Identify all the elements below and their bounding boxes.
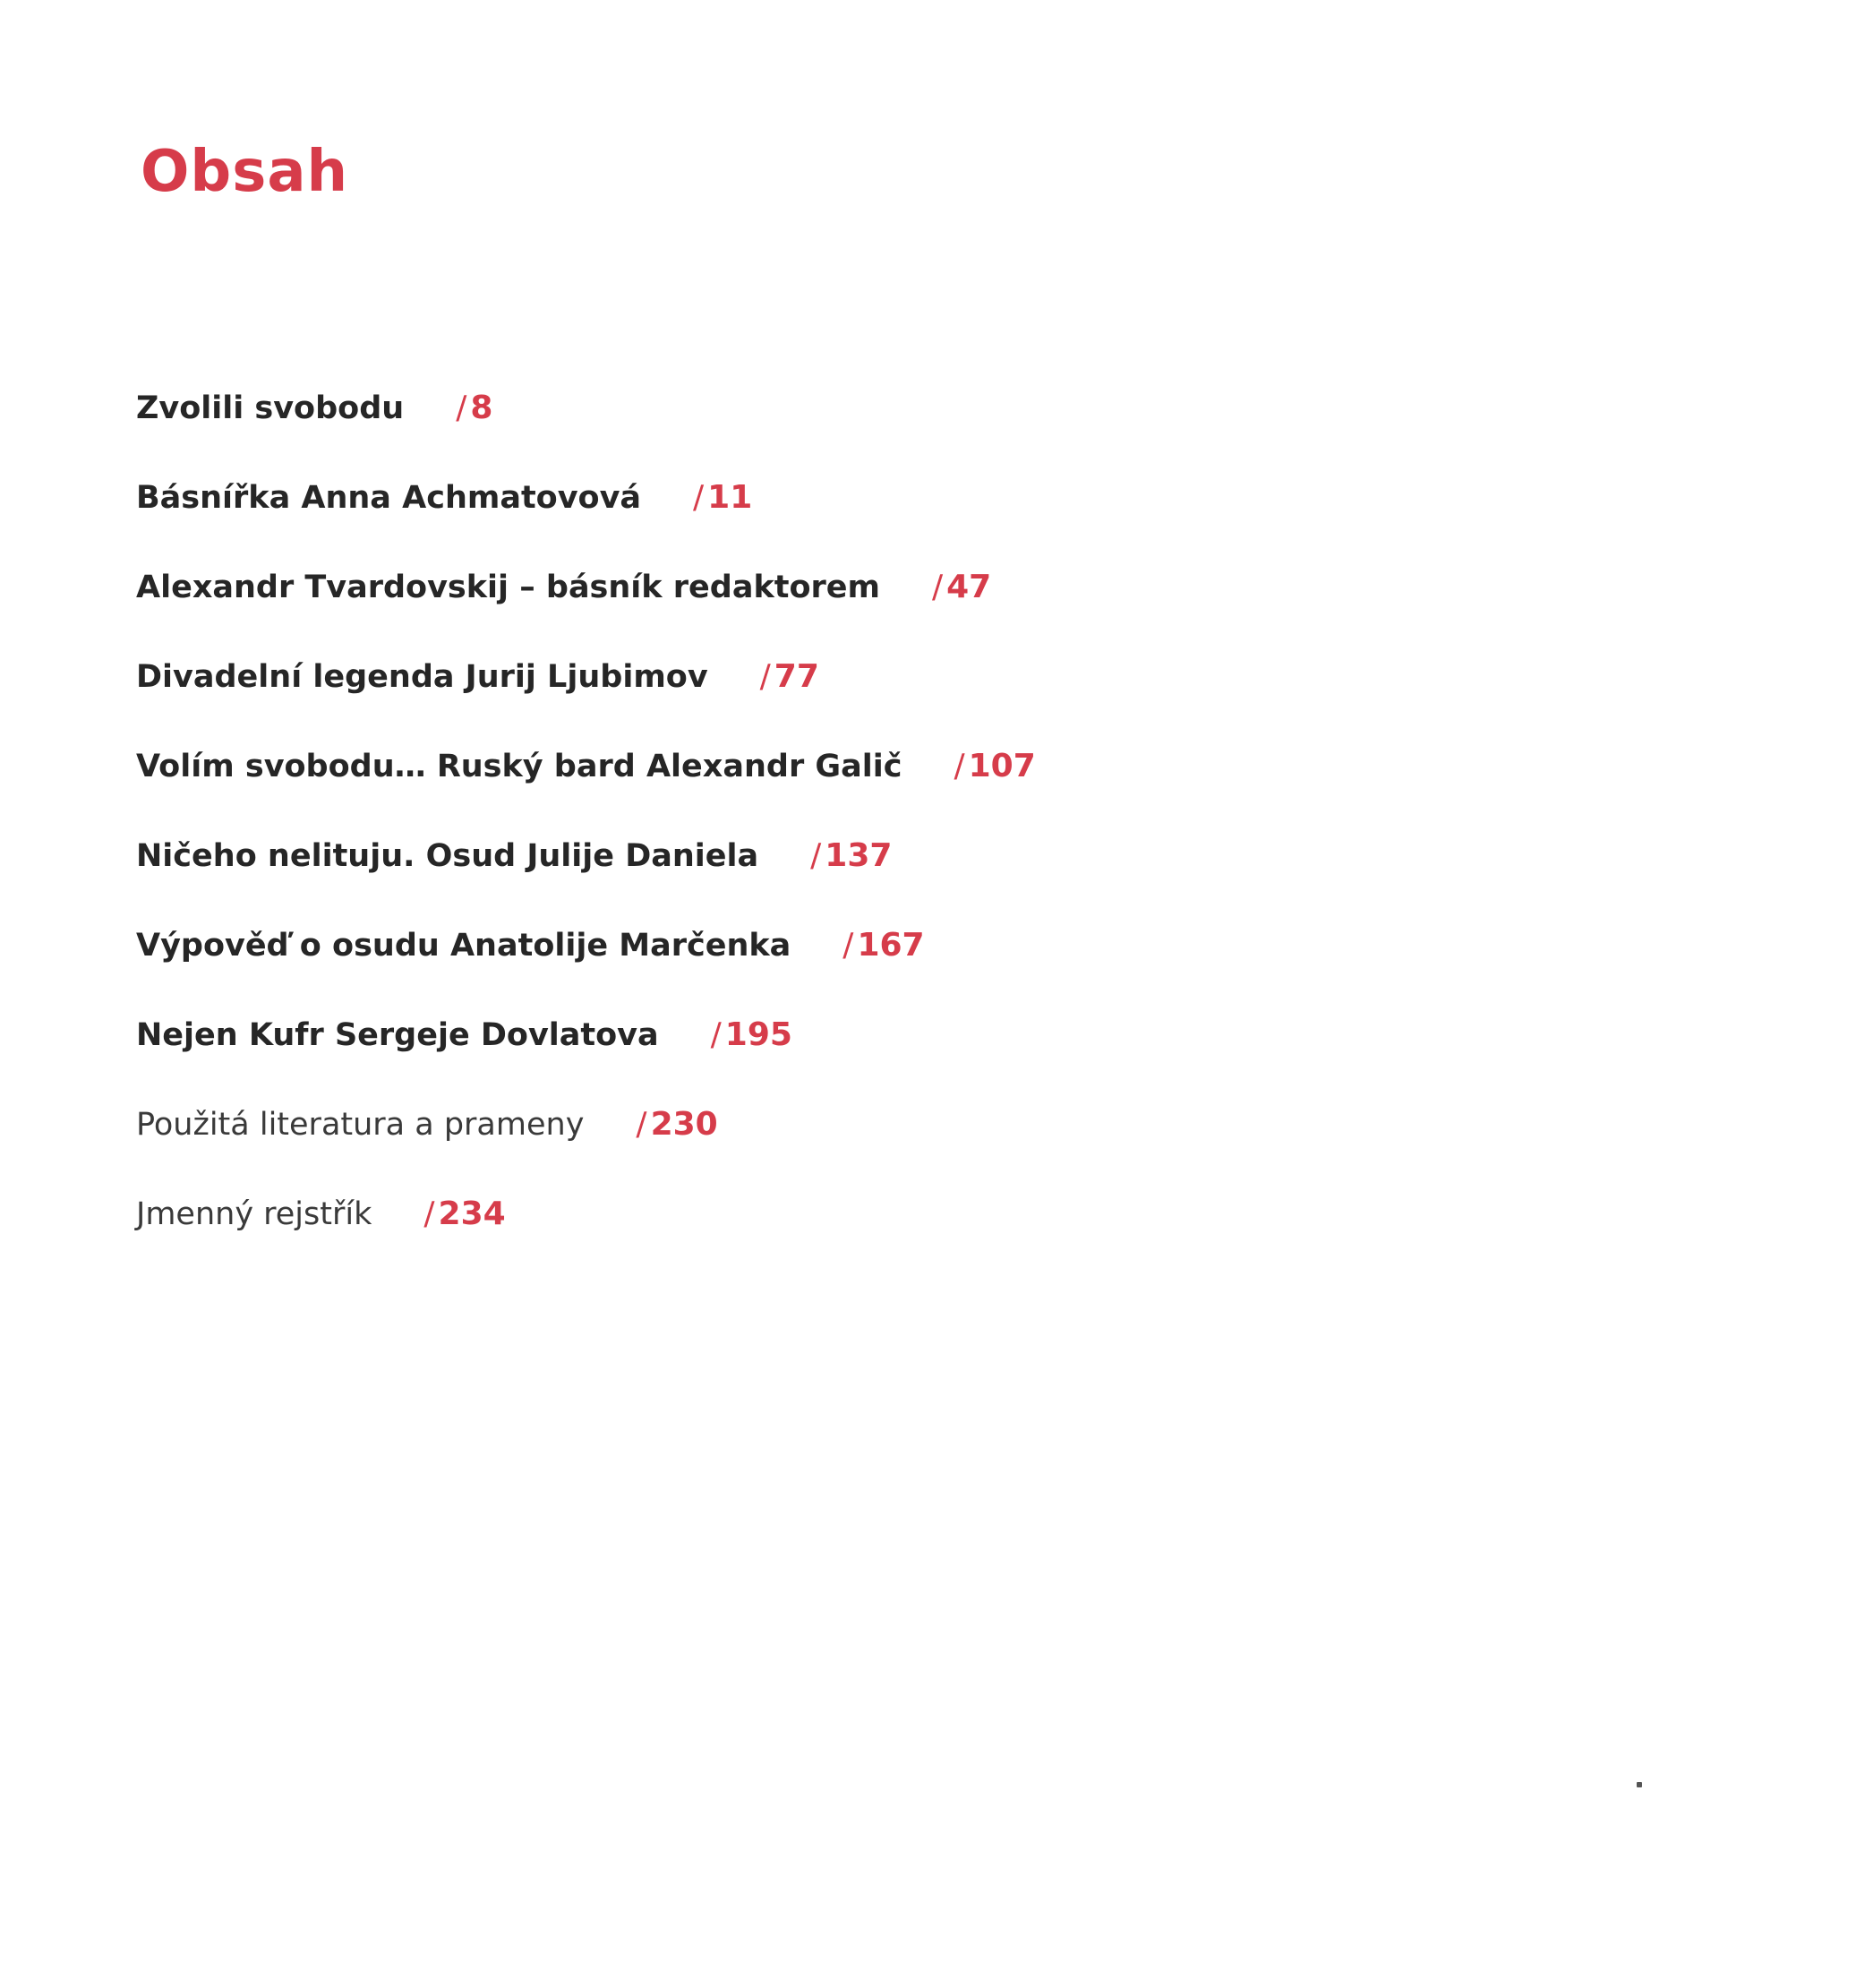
toc-page-number: 11 (707, 479, 753, 516)
toc-page-number: 195 (724, 1016, 792, 1053)
toc-entry[interactable] (136, 1016, 1036, 1109)
toc-entry-title: Alexandr Tvardovskij – básník redaktorem (136, 570, 880, 605)
toc-page-number: 137 (825, 837, 893, 874)
toc-entry-page: / 11 (693, 479, 753, 516)
toc-entry[interactable] (136, 479, 1036, 571)
toc-entry[interactable] (136, 750, 1036, 840)
toc-page-number: 47 (946, 569, 992, 605)
toc-entry[interactable] (136, 927, 1036, 1019)
toc-page-number: 8 (470, 390, 493, 426)
toc-entry[interactable] (136, 571, 1036, 661)
toc-entry-title: Zvolili svobodu (136, 390, 405, 426)
toc-entry[interactable] (136, 837, 1036, 930)
toc-entry-title: Výpověď o osudu Anatolije Marčenka (136, 928, 791, 964)
toc-entry-title: Ničeho nelituju. Osud Julije Daniela (136, 838, 759, 874)
table-of-contents (136, 392, 1036, 1288)
toc-entry-page: / 195 (710, 1016, 792, 1053)
toc-page-number: 230 (650, 1106, 718, 1143)
toc-entry-page: / 230 (636, 1106, 718, 1143)
toc-page-number: 107 (968, 748, 1036, 784)
toc-entry-page: / 167 (842, 927, 925, 964)
toc-entry-page: / 8 (456, 390, 493, 426)
toc-entry-page: / 77 (759, 658, 819, 695)
toc-entry-page: / 137 (810, 837, 893, 874)
toc-entry-title: Divadelní legenda Jurij Ljubimov (136, 659, 708, 695)
toc-entry-page: / 47 (931, 569, 992, 605)
toc-entry-title: Jmenný rejstřík (136, 1196, 372, 1232)
scan-speck (1637, 1782, 1642, 1787)
toc-entry-page: / 107 (954, 748, 1036, 784)
page-title: Obsah (141, 139, 349, 205)
toc-entry-title: Použitá literatura a prameny (136, 1107, 585, 1143)
toc-entry-title: Nejen Kufr Sergeje Dovlatova (136, 1017, 659, 1053)
toc-entry[interactable] (136, 1106, 1036, 1198)
toc-entry-page: / 234 (423, 1195, 506, 1232)
toc-entry[interactable] (136, 1195, 1036, 1288)
toc-page-number: 234 (438, 1195, 506, 1232)
toc-page-number: 77 (774, 658, 819, 695)
toc-page-number: 167 (857, 927, 925, 964)
toc-entry[interactable] (136, 392, 1036, 482)
toc-entry[interactable] (136, 658, 1036, 750)
toc-entry-title: Volím svobodu… Ruský bard Alexandr Galič (136, 749, 902, 784)
toc-entry-title: Básnířka Anna Achmatovová (136, 480, 642, 516)
